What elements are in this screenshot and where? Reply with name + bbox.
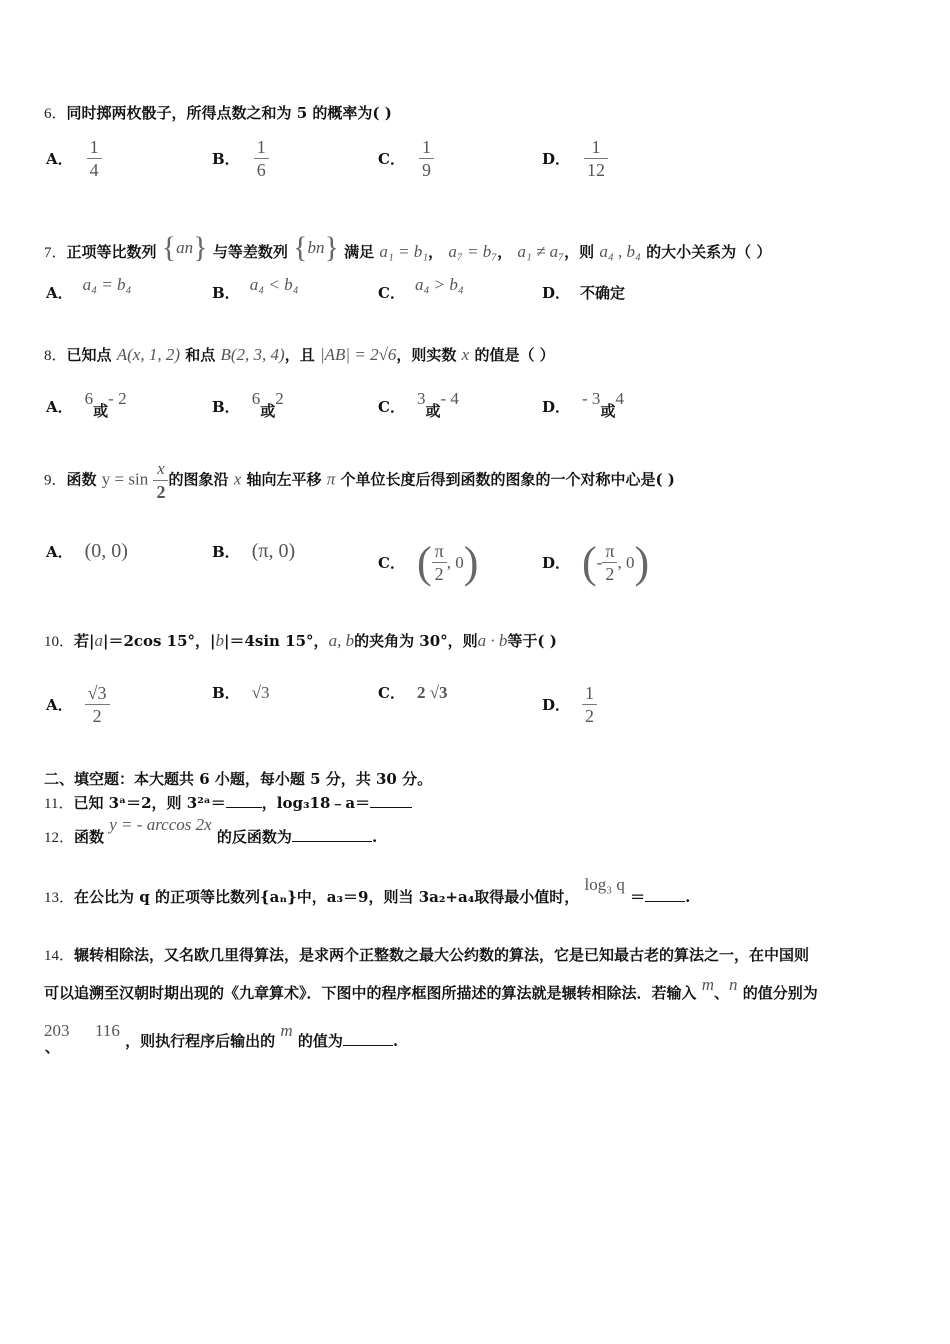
fraction-denominator: 12 [587, 160, 606, 180]
q9-option-b[interactable] [212, 540, 295, 563]
option-label: D． [542, 398, 571, 416]
option-value: 2 √3 [416, 682, 448, 702]
option-label: A． [46, 696, 73, 714]
q10-option-b[interactable] [212, 682, 270, 703]
option-label: A． [46, 150, 73, 168]
q6-options [0, 136, 950, 186]
fraction-denominator: 9 [421, 160, 431, 180]
or-word: 或 [425, 402, 441, 420]
q14-blank[interactable] [343, 1045, 393, 1046]
option-value: 不确定 [580, 284, 626, 302]
option-fraction [85, 682, 110, 727]
option-point [582, 537, 650, 587]
option-label: B． [212, 543, 240, 561]
q14-line2: 可以追溯至汉朝时期出现的《九章算术》．下图中的程序框图所描述的算法就是辗转相除法．若输入 m、n 的值分别为 [44, 975, 818, 1002]
minus-sign: - [596, 552, 603, 572]
option-label: B． [212, 398, 240, 416]
option-label: D． [542, 554, 571, 572]
option-label: D． [542, 284, 571, 302]
option-label: B． [212, 684, 240, 702]
fraction-denominator: 2 [434, 564, 444, 584]
fraction-numerator: π [434, 541, 444, 561]
option-label: C． [378, 554, 405, 572]
q9-option-c[interactable] [378, 537, 479, 587]
fraction-numerator: π [605, 541, 615, 561]
option-tail: , 0 [446, 552, 464, 572]
or-word: 或 [600, 402, 616, 420]
q8-option-a[interactable] [46, 388, 127, 420]
fraction-denominator: 2 [92, 706, 102, 726]
q10-options [0, 682, 950, 738]
option-value: a₄ < b₄ [249, 274, 299, 294]
option-value-a: 6 [84, 388, 94, 408]
q6-option-c[interactable] [378, 136, 434, 181]
option-fraction [432, 540, 447, 585]
q10-option-a[interactable] [46, 682, 110, 727]
option-fraction [419, 136, 434, 181]
q9-stem: 9．函数 y = sin $\frac{x}{2}$ 的图象沿 x 轴向左平移 π 个单位长度后得到函数的图象的一个对称中心是( ) [44, 459, 675, 502]
or-word: 或 [260, 402, 276, 420]
option-label: D． [542, 696, 571, 714]
q8-option-d[interactable] [542, 388, 624, 420]
fraction-numerator: 1 [591, 137, 601, 157]
option-label: B． [212, 150, 240, 168]
q8-option-b[interactable] [212, 388, 284, 420]
option-value-b: - 4 [440, 388, 459, 408]
option-value-b: - 2 [108, 388, 127, 408]
option-tail: , 0 [617, 552, 635, 572]
option-label: D． [542, 150, 571, 168]
option-value-a: 6 [251, 388, 261, 408]
q10-option-d[interactable] [542, 682, 597, 727]
paren-right: ) [634, 537, 650, 587]
paren-right: ) [463, 537, 479, 587]
q10-option-c[interactable] [378, 682, 448, 703]
option-value: a₄ = b₄ [82, 274, 132, 294]
option-value-a: 3 [416, 388, 426, 408]
fraction-numerator: 1 [585, 683, 595, 703]
q7-option-d[interactable] [542, 282, 625, 303]
or-word: 或 [93, 402, 109, 420]
q7-options [0, 274, 950, 312]
q9-option-d[interactable] [542, 537, 650, 587]
paren-left: ( [416, 537, 432, 587]
option-fraction [87, 136, 102, 181]
q6-option-a[interactable] [46, 136, 102, 181]
q12-blank[interactable] [292, 841, 372, 842]
option-label: B． [212, 284, 240, 302]
option-point [416, 537, 479, 587]
q7-seq-a: { a n } [161, 231, 208, 264]
q7-seq-b: { b n } [293, 231, 339, 264]
option-value-b: 4 [615, 388, 624, 408]
q13-blank[interactable] [645, 901, 685, 902]
option-fraction [584, 136, 608, 181]
q14-line3: 203 、 116 ，则执行程序后输出的 m 的值为 . [44, 1021, 399, 1056]
q6-stem: 6．同时掷两枚骰子，所得点数之和为 5 的概率为( ) [44, 104, 392, 122]
q7-option-c[interactable] [378, 274, 464, 303]
fraction-denominator: 6 [256, 160, 266, 180]
option-label: A． [46, 284, 73, 302]
fraction-denominator: 2 [605, 564, 615, 584]
fraction-numerator: 1 [256, 137, 266, 157]
q8-option-c[interactable] [378, 388, 459, 420]
option-label: C． [378, 684, 405, 702]
fraction-denominator: 4 [89, 160, 99, 180]
q9-options [0, 537, 950, 596]
option-label: A． [46, 398, 73, 416]
q11: 11．已知 3ᵃ＝2，则 3²ᵃ＝ ，log₃18﹣a＝ [44, 792, 412, 813]
option-value-a: - 3 [582, 388, 601, 408]
q8-options [0, 388, 950, 436]
fraction-numerator: 1 [89, 137, 99, 157]
option-label: A． [46, 543, 73, 561]
option-value: (π, 0) [251, 540, 296, 562]
option-value: (0, 0) [84, 540, 128, 562]
q6-option-d[interactable] [542, 136, 608, 181]
fraction-numerator: √3 [87, 683, 107, 703]
option-fraction [602, 540, 617, 585]
fraction-denominator: 2 [585, 706, 595, 726]
q7-stem: 7．正项等比数列 { a n } 与等差数列 { b n } 满足 a₁ = b₁， a₇ = b₇， a₁ ≠ a₇，则 a₄ , b₄ 的大小关系为（ ） [44, 226, 771, 270]
q14-line1: 14．辗转相除法，又名欧几里得算法，是求两个正整数之最大公约数的算法，它是已知最古老的算法之一，在中国则 [44, 946, 810, 964]
q7-option-b[interactable] [212, 274, 299, 303]
option-value-b: 2 [275, 388, 284, 408]
q8-stem: 8．已知点 A(x, 1, 2) 和点 B(2, 3, 4)，且 |AB| = 2√6，则实数 x 的值是（ ） [44, 345, 555, 364]
q13: 13．在公比为 q 的正项等比数列{aₙ}中，a₃＝9，则当 3a₂+a₄取得最小值时， log₃ q ＝ . [44, 875, 691, 906]
q12: 12．函数 y = - arccos 2x 的反函数为 . [44, 815, 378, 846]
option-value: a₄ > b₄ [414, 274, 464, 294]
q11-blank-1[interactable] [226, 807, 262, 808]
q10-stem: 10．若|a|＝2cos 15°，|b|＝4sin 15°，a, b的夹角为 30°，则a · b等于( ) [44, 631, 557, 650]
option-fraction [582, 682, 597, 727]
section-heading: 二、填空题：本大题共 6 小题，每小题 5 分，共 30 分。 [44, 770, 433, 788]
option-label: C． [378, 284, 405, 302]
q9-func-fraction: $\frac{x}{2}$ [153, 458, 168, 503]
option-value: √3 [251, 682, 270, 702]
option-label: C． [378, 150, 405, 168]
q11-blank-2[interactable] [370, 807, 412, 808]
q9-option-a[interactable] [46, 540, 128, 563]
paren-left: ( [582, 537, 597, 587]
fraction-numerator: 1 [421, 137, 431, 157]
q7-option-a[interactable] [46, 274, 132, 303]
option-label: C． [378, 398, 405, 416]
q6-option-b[interactable] [212, 136, 269, 181]
option-fraction [254, 136, 269, 181]
